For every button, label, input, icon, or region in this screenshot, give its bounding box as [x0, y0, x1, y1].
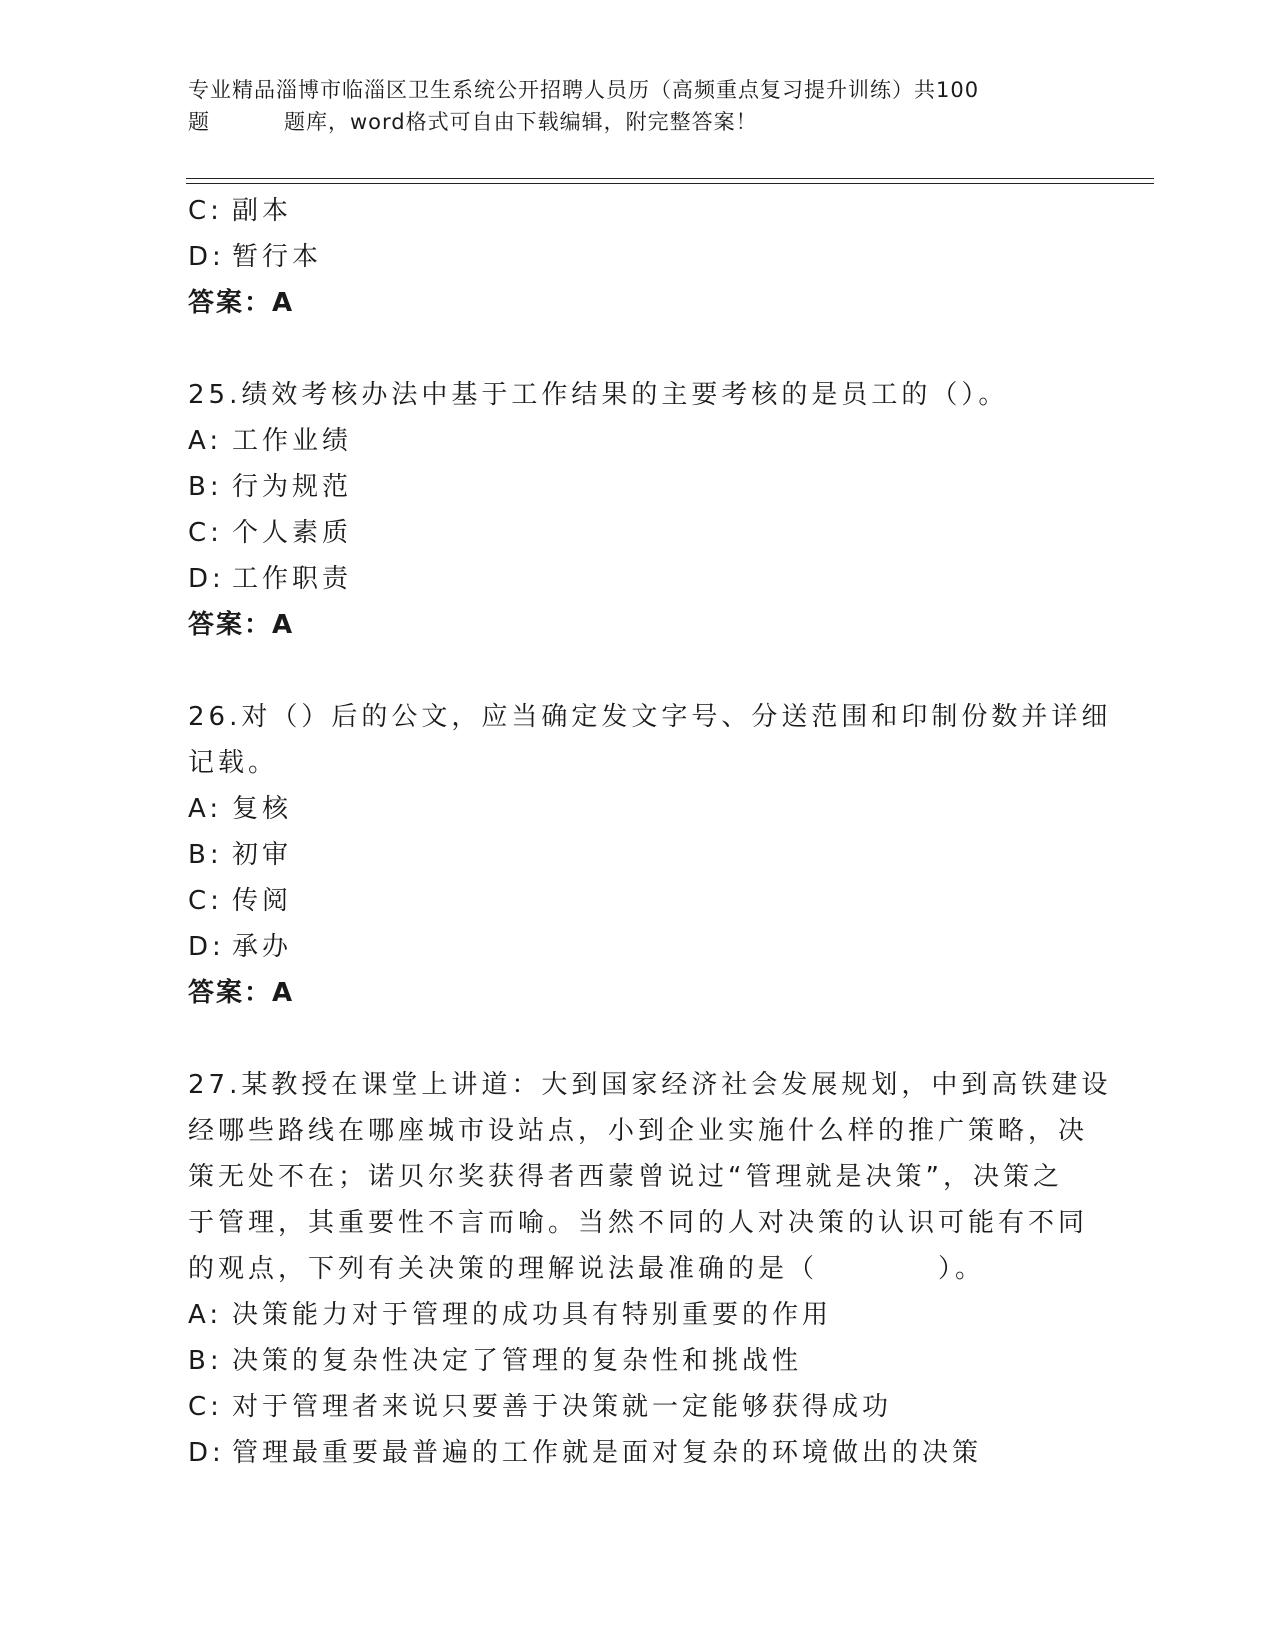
- option-b: B: 决策的复杂性决定了管理的复杂性和挑战性: [188, 1346, 803, 1376]
- question-text: 于管理，其重要性不言而喻。当然不同的人对决策的认识可能有不同: [188, 1208, 1089, 1238]
- option-b: B: 行为规范: [188, 472, 353, 502]
- question-25: [188, 372, 1088, 648]
- option-a: A: 复核: [188, 794, 293, 824]
- header-divider-bottom: [186, 183, 1154, 184]
- question-text: 27.某教授在课堂上讲道：大到国家经济社会发展规划，中到高铁建设: [188, 1070, 1112, 1100]
- page-header: [188, 74, 1088, 138]
- option-c: C: 副本: [188, 196, 293, 226]
- header-line-1: 专业精品淄博市临淄区卫生系统公开招聘人员历（高频重点复习提升训练）共100: [188, 78, 980, 102]
- question-text: 25.绩效考核办法中基于工作结果的主要考核的是员工的（）。: [188, 380, 1009, 410]
- answer: 答案：A: [188, 288, 295, 318]
- option-d: D: 承办: [188, 932, 293, 962]
- option-c: C: 个人素质: [188, 518, 353, 548]
- option-c: C: 传阅: [188, 886, 293, 916]
- question-text: 经哪些路线在哪座城市设站点，小到企业实施什么样的推广策略，决: [188, 1116, 1089, 1146]
- answer: 答案：A: [188, 978, 295, 1008]
- option-d: D: 暂行本: [188, 242, 323, 272]
- option-b: B: 初审: [188, 840, 293, 870]
- option-a: A: 工作业绩: [188, 426, 353, 456]
- question-text: 记载。: [188, 748, 279, 778]
- question-prev: [188, 188, 1088, 326]
- header-divider-top: [186, 178, 1154, 179]
- question-text: 的观点，下列有关决策的理解说法最准确的是（ ）。: [188, 1254, 986, 1284]
- question-text: 策无处不在；诺贝尔奖获得者西蒙曾说过“管理就是决策”，决策之: [188, 1162, 1063, 1192]
- option-d: D: 工作职责: [188, 564, 353, 594]
- option-d: D: 管理最重要最普遍的工作就是面对复杂的环境做出的决策: [188, 1438, 983, 1468]
- question-content: [188, 188, 1112, 1476]
- header-line-2: 题 题库，word格式可自由下载编辑，附完整答案！: [188, 110, 758, 134]
- question-27: [188, 1062, 1112, 1476]
- question-text: 26.对（）后的公文，应当确定发文字号、分送范围和印制份数并详细: [188, 702, 1112, 732]
- option-a: A: 决策能力对于管理的成功具有特别重要的作用: [188, 1300, 833, 1330]
- option-c: C: 对于管理者来说只要善于决策就一定能够获得成功: [188, 1392, 893, 1422]
- answer: 答案：A: [188, 610, 295, 640]
- question-26: [188, 694, 1112, 1016]
